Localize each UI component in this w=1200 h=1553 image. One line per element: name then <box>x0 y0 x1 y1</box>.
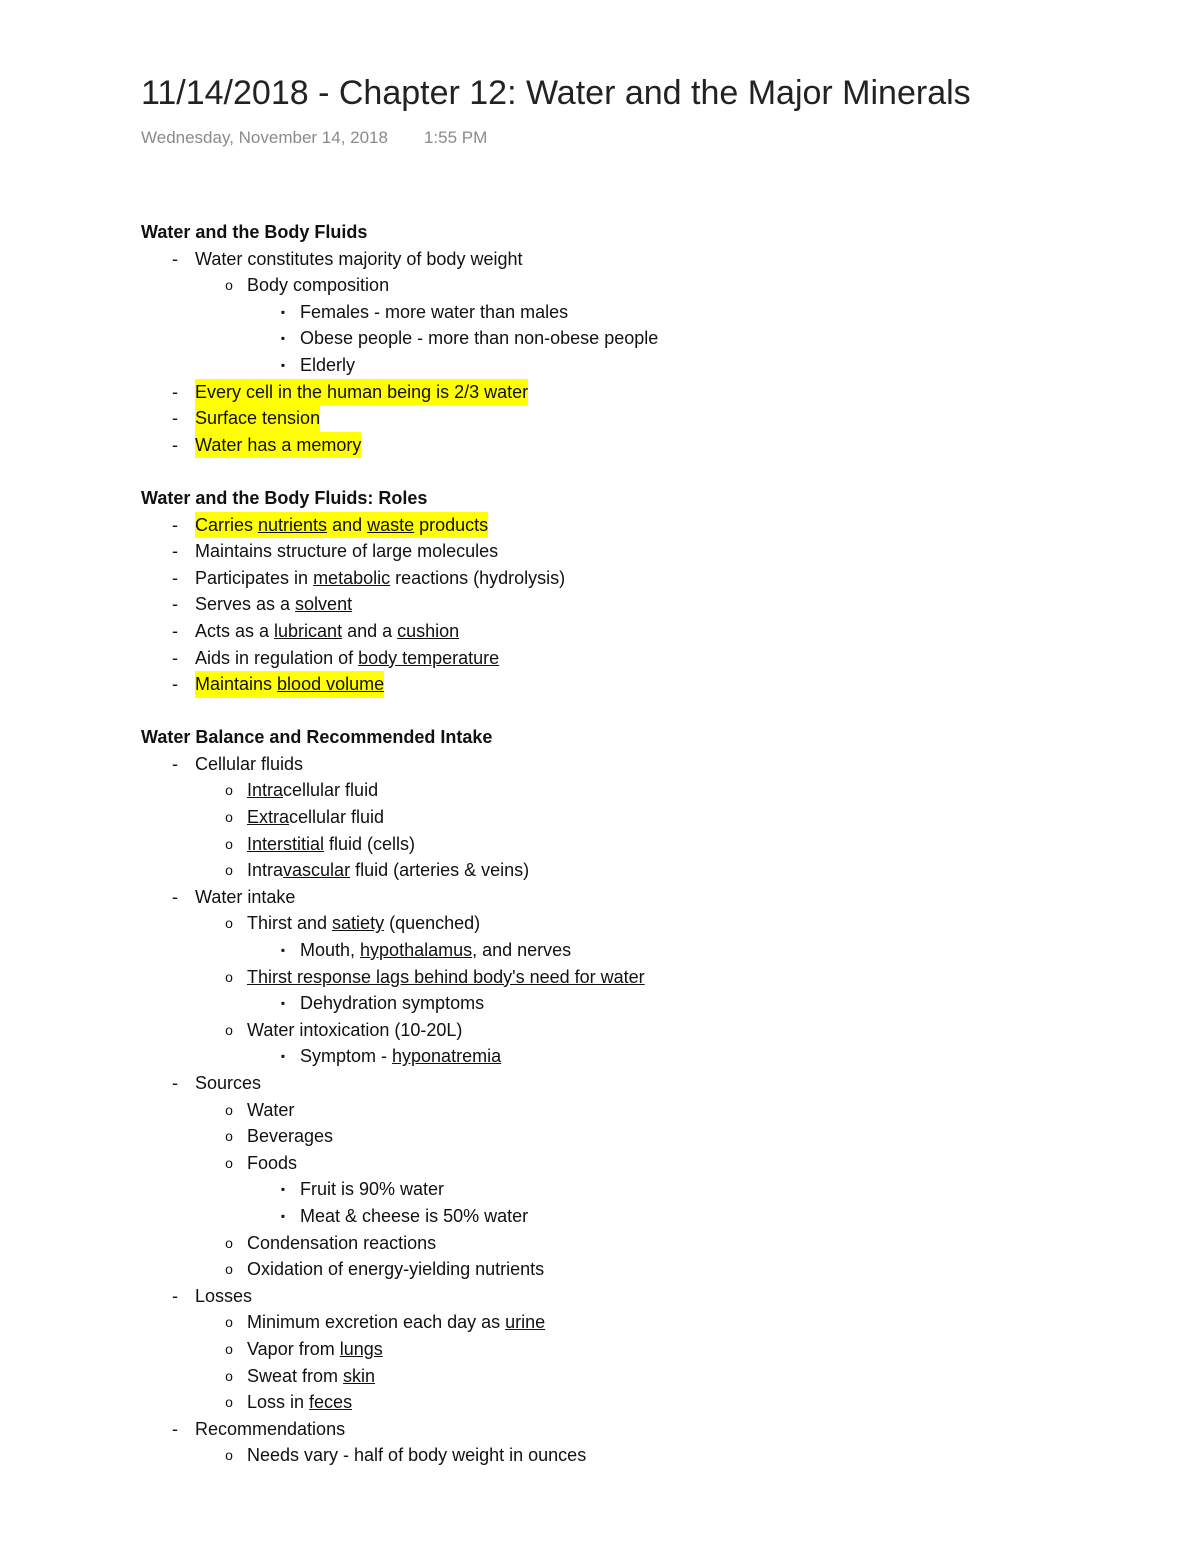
item-text: Mouth, hypothalamus, and nerves <box>300 940 572 961</box>
item-text: Sources <box>195 1073 262 1093</box>
item-text: Interstitial fluid (cells) <box>247 833 416 854</box>
list-item <box>141 325 1141 352</box>
list-item <box>141 831 1141 858</box>
dash-bullet: - <box>172 620 178 641</box>
list-item <box>141 432 1141 459</box>
list-item <box>141 937 1141 964</box>
item-text: Dehydration symptoms <box>300 993 485 1014</box>
item-text: Condensation reactions <box>247 1232 437 1253</box>
item-text: Oxidation of energy-yielding nutrients <box>247 1259 545 1280</box>
item-text: Recommendations <box>195 1418 346 1439</box>
dash-bullet: - <box>172 1418 178 1439</box>
list-item <box>141 352 1141 379</box>
item-text: Loss in feces <box>247 1392 353 1413</box>
item-text: Serves as a solvent <box>195 594 353 615</box>
highlighted-text: Every cell in the human being is 2/3 water <box>195 379 528 406</box>
item-text: Minimum excretion each day as urine <box>247 1312 546 1333</box>
dash-bullet: - <box>172 886 178 907</box>
item-text: Obese people - more than non-obese people <box>300 328 659 349</box>
list-item <box>141 1389 1141 1416</box>
list-item <box>141 857 1141 884</box>
square-bullet: ▪ <box>280 304 286 319</box>
dash-bullet: - <box>172 514 178 535</box>
circle-bullet: o <box>225 1447 233 1464</box>
item-text: Females - more water than males <box>300 301 569 322</box>
circle-bullet: o <box>225 1021 233 1038</box>
item-text: Water constitutes majority of body weight <box>195 248 523 269</box>
square-bullet: ▪ <box>280 943 286 958</box>
list-item <box>141 1043 1141 1070</box>
dash-bullet: - <box>172 248 178 269</box>
list-item <box>141 299 1141 326</box>
item-text: Extracellular fluid <box>247 807 385 828</box>
page-dateline <box>141 128 487 148</box>
list-item <box>141 512 1141 539</box>
list-item <box>141 1230 1141 1257</box>
circle-bullet: o <box>225 1340 233 1357</box>
list-item <box>141 1150 1141 1177</box>
square-bullet: ▪ <box>280 1182 286 1197</box>
highlighted-text: Surface tension <box>195 405 320 432</box>
page-date: Wednesday, November 14, 2018 <box>141 128 388 147</box>
list-item <box>141 1070 1141 1097</box>
section-heading-water-balance: Water Balance and Recommended Intake <box>141 727 493 748</box>
item-text: Acts as a lubricant and a cushion <box>195 620 460 641</box>
list-item <box>141 618 1141 645</box>
list-item <box>141 1363 1141 1390</box>
list-item <box>141 1123 1141 1150</box>
item-text: Intracellular fluid <box>247 780 379 801</box>
dash-bullet: - <box>172 567 178 588</box>
notes-content <box>141 219 1141 1469</box>
page-time: 1:55 PM <box>423 128 488 147</box>
item-text: Water <box>247 1099 295 1120</box>
item-text: Cellular fluids <box>195 753 304 774</box>
list-item <box>141 1442 1141 1469</box>
list-item <box>141 751 1141 778</box>
circle-bullet: o <box>225 1101 233 1118</box>
list-item <box>141 1097 1141 1124</box>
item-text: Intravascular fluid (arteries & veins) <box>247 860 530 881</box>
circle-bullet: o <box>225 1394 233 1411</box>
highlighted-text: Water has a memory <box>195 432 361 459</box>
section-heading-body-fluids: Water and the Body Fluids <box>141 222 368 242</box>
section-heading-roles: Water and the Body Fluids: Roles <box>141 487 428 508</box>
dash-bullet: - <box>172 434 178 455</box>
dash-bullet: - <box>172 674 178 695</box>
item-text: Symptom - hyponatremia <box>300 1046 502 1067</box>
item-text: Body composition <box>247 275 390 296</box>
list-item <box>141 246 1141 273</box>
item-text: Foods <box>247 1152 298 1173</box>
item-text: Sweat from skin <box>247 1365 376 1386</box>
item-text: Water intoxication (10-20L) <box>247 1019 463 1040</box>
dash-bullet: - <box>172 594 178 615</box>
list-item <box>141 591 1141 618</box>
item-text: Thirst and satiety (quenched) <box>247 913 481 934</box>
circle-bullet: o <box>225 782 233 799</box>
highlighted-text: Maintains blood volume <box>195 671 384 698</box>
item-text: Maintains structure of large molecules <box>195 541 499 562</box>
list-item <box>141 990 1141 1017</box>
list-item <box>141 645 1141 672</box>
list-item <box>141 804 1141 831</box>
list-item <box>141 379 1141 406</box>
square-bullet: ▪ <box>280 996 286 1011</box>
circle-bullet: o <box>225 1261 233 1278</box>
dash-bullet: - <box>172 1285 178 1306</box>
list-item <box>141 1203 1141 1230</box>
item-text: Water intake <box>195 886 296 907</box>
item-text: Aids in regulation of body temperature <box>195 647 500 668</box>
circle-bullet: o <box>225 809 233 826</box>
list-item <box>141 1283 1141 1310</box>
list-item <box>141 565 1141 592</box>
circle-bullet: o <box>225 968 233 985</box>
dash-bullet: - <box>172 541 178 562</box>
dash-bullet: - <box>172 408 178 429</box>
circle-bullet: o <box>225 1367 233 1384</box>
circle-bullet: o <box>225 915 233 932</box>
square-bullet: ▪ <box>280 357 286 372</box>
item-text: Meat & cheese is 50% water <box>300 1205 529 1226</box>
list-item <box>141 1309 1141 1336</box>
dash-bullet: - <box>172 1073 178 1093</box>
item-text: Fruit is 90% water <box>300 1179 445 1200</box>
dash-bullet: - <box>172 753 178 774</box>
list-item <box>141 1176 1141 1203</box>
list-item <box>141 1017 1141 1044</box>
item-text: Needs vary - half of body weight in ounces <box>247 1445 587 1466</box>
list-item <box>141 1256 1141 1283</box>
square-bullet: ▪ <box>280 1049 286 1064</box>
circle-bullet: o <box>225 1234 233 1251</box>
item-text: Thirst response lags behind body's need for water <box>247 966 645 987</box>
circle-bullet: o <box>225 277 233 294</box>
highlighted-text: Carries nutrients and waste products <box>195 512 488 539</box>
page-title: 11/14/2018 - Chapter 12: Water and the Major Minerals <box>141 74 971 112</box>
item-text: Elderly <box>300 354 356 375</box>
circle-bullet: o <box>225 862 233 879</box>
item-text: Participates in metabolic reactions (hydrolysis) <box>195 567 566 588</box>
list-item <box>141 1336 1141 1363</box>
item-text: Vapor from lungs <box>247 1338 383 1359</box>
list-item <box>141 884 1141 911</box>
circle-bullet: o <box>225 1314 233 1331</box>
dash-bullet: - <box>172 647 178 668</box>
item-text: Beverages <box>247 1126 334 1147</box>
circle-bullet: o <box>225 835 233 852</box>
square-bullet: ▪ <box>280 331 286 346</box>
list-item <box>141 777 1141 804</box>
list-item <box>141 272 1141 299</box>
square-bullet: ▪ <box>280 1208 286 1223</box>
list-item <box>141 405 1141 432</box>
list-item <box>141 1416 1141 1443</box>
list-item <box>141 671 1141 698</box>
circle-bullet: o <box>225 1154 233 1171</box>
item-text: Losses <box>195 1285 253 1306</box>
dash-bullet: - <box>172 381 178 402</box>
list-item <box>141 910 1141 937</box>
list-item <box>141 964 1141 991</box>
circle-bullet: o <box>225 1128 233 1145</box>
list-item <box>141 538 1141 565</box>
